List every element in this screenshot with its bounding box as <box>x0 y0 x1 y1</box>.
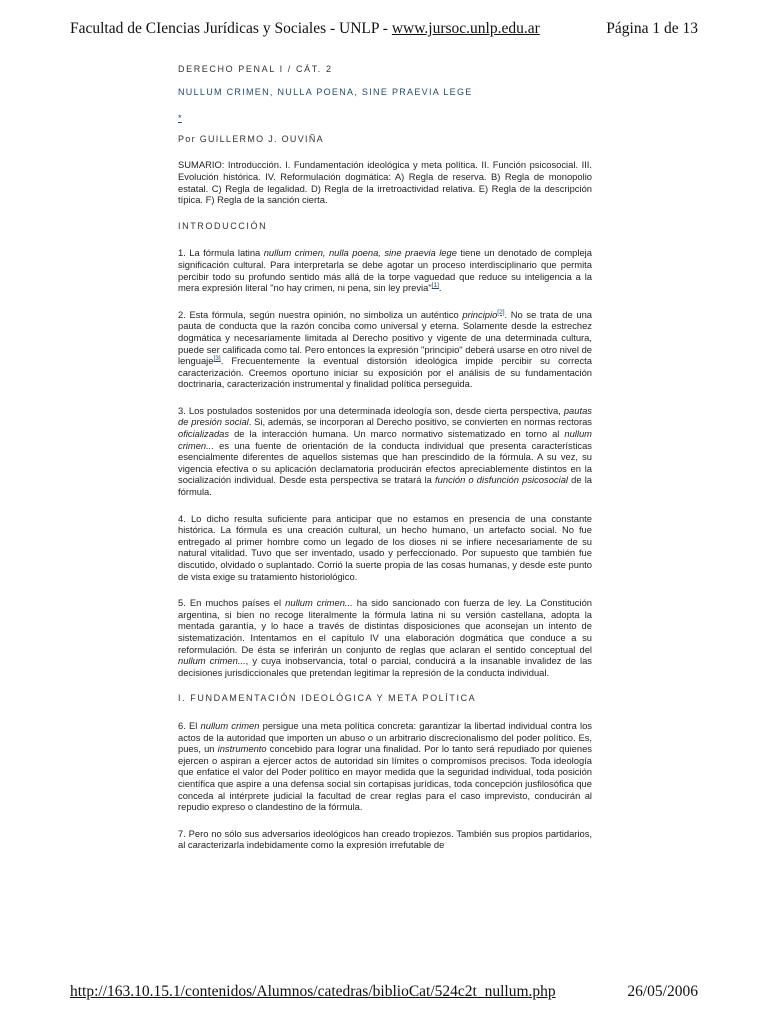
paragraph-7: 7. Pero no sólo sus adversarios ideológicos han creado tropiezos. También sus propios partidarios, al caracterizarla indebidamente como la expresión irrefutable de <box>178 827 592 851</box>
paragraph-6: 6. El nullum crimen persigue una meta política concreta: garantizar la libertad individual contra los actos de la autoridad que importen un abuso o un arbitrario discrecionalismo del poder político. Es, pues, un instrumento concebido para lograr una finalidad. Por lo tanto será repudiado por quienes ejercen o aspiran a ejercer actos de autoridad sin límites o compromisos precisos. Toda ideología que enfatice el valor del Poder político en mayor medida que la seguridad individual, toda posición científica que aspire a una defensa social sin cortapisas jurídicas, toda concepción jusfilosófica que conceda al intérprete judicial la facultad de crear reglas para el caso imprevisto, conducirán al repudio expreso o clandestino de la fórmula. <box>178 719 592 813</box>
footer-date: 26/05/2006 <box>627 983 698 1000</box>
footer-url-link[interactable]: http://163.10.15.1/contenidos/Alumnos/catedras/biblioCat/524c2t_nullum.php <box>70 983 556 1000</box>
header-site-link[interactable]: www.jursoc.unlp.edu.ar <box>391 20 540 37</box>
document-body <box>178 64 592 866</box>
footnote-link-1[interactable]: [1] <box>431 282 439 290</box>
header-faculty-text: Facultad de CIencias Jurídicas y Sociales - UNLP - <box>70 20 392 37</box>
document-title: NULLUM CRIMEN, NULLA POENA, SINE PRAEVIA LEGE <box>178 86 473 97</box>
paragraph-3: 3. Los postulados sostenidos por una determinada ideología son, desde cierta perspectiva, pautas de presión social. Si, además, se incorporan al Derecho positivo, se convierten en normas rectoras oficializadas de la interacción humana. Un marco normativo sistematizado en torno al nullum crimen... es una fuente de orientación de la conducta individual que presenta características esencialmente diferentes de aquellos sistemas que han prescindido de la fórmula. A su vez, su vigencia efectiva o su aplicación declamatoria producirán efectos apreciablemente distintos en la socialización individual. Desde esta perspectiva se tratará la función o disfunción psicosocial de la fórmula. <box>178 404 593 498</box>
paragraph-5: 5. En muchos países el nullum crimen... ha sido sancionado con fuerza de ley. La Constitución argentina, si bien no recoge literalmente la fórmula latina ni su versión castellana, adopta la mentada garantía, y lo hace a través de distintas disposiciones que aconsejan un intento de sistematización. Intentamos en el capítulo IV una elaboración dogmática que conduce a su reformulación. De ésta se inferirán un conjunto de reglas que aclaran el sentido conceptual del nullum crimen..., y cuya inobservancia, total o parcial, conducirá a la insanable invalidez de las decisiones jurisdiccionales que pretendan legitimar la represión de la conducta individual. <box>178 597 592 678</box>
footnote-star-link[interactable]: * <box>178 112 182 124</box>
footnote-link-3[interactable]: [3] <box>213 355 221 363</box>
course-label: DERECHO PENAL I / CÁT. 2 <box>178 64 333 74</box>
paragraph-4: 4. Lo dicho resulta suficiente para anticipar que no estamos en presencia de una constante histórica. La fórmula es una creación cultural, un hecho humano, un artefacto social. No fue entregado al primer hombre como un legado de los dioses ni se infiere necesariamente de su natural vitalidad. Tuvo que ser inventado, usado y perfeccionado. Por supuesto que también fue discutido, olvidado o suplantado. Corrió la suerte propia de las cosas humanas, y desde este punto de vista exige su tratamiento historiológico. <box>178 512 592 582</box>
page-number: Página 1 de 13 <box>606 20 698 37</box>
paragraph-2: 2. Esta fórmula, según nuestra opinión, no simboliza un auténtico principio[2]. No se trata de una pauta de conducta que la razón conciba como universal y eterna. Solamente desde la estrechez dogmática y necesariamente limitada al Derecho positivo y vigente de una determinada cultura, puede ser calificada como tal. Pero entonces la expresión "principio" deberá usarse en otro nivel de lenguaje[3]. Frecuentemente la eventual distorsión ideológica impide percibir su correcta caracterización. Creemos oportuno iniciar su exposición por el análisis de su fundamentación doctrinaria, caracterización instrumental y finalidad política perseguida. <box>178 308 592 390</box>
footnote-link-2[interactable]: [2] <box>497 308 505 316</box>
paragraph-1: 1. La fórmula latina nullum crimen, nulla poena, sine praevia lege tiene un denotado de compleja significación cultural. Para interpretarla se debe agotar un proceso interdisciplinario que permita percibir todo su profundo sentido más allá de la torpe vaguedad que reduce su inteligencia a la mera expresión literal "no hay crimen, ni pena, sin ley previa"[1]. <box>178 247 592 294</box>
section-heading-1: I. FUNDAMENTACIÓN IDEOLÓGICA Y META POLÍTICA <box>178 693 477 704</box>
summary-paragraph: SUMARIO: Introducción. I. Fundamentación ideológica y meta política. II. Función psicosocial. III. Evolución histórica. IV. Reformulación dogmática: A) Regla de reserva. B) Regla de monopolio estatal. C) Regla de legalidad. D) Regla de la irretroactividad relativa. E) Regla de la descripción típica. F) Regla de la sanción cierta. <box>178 159 592 206</box>
header-source <box>70 20 540 38</box>
author-line: Por GUILLERMO J. OUVIÑA <box>178 133 324 144</box>
section-heading-intro: INTRODUCCIÓN <box>178 220 268 231</box>
